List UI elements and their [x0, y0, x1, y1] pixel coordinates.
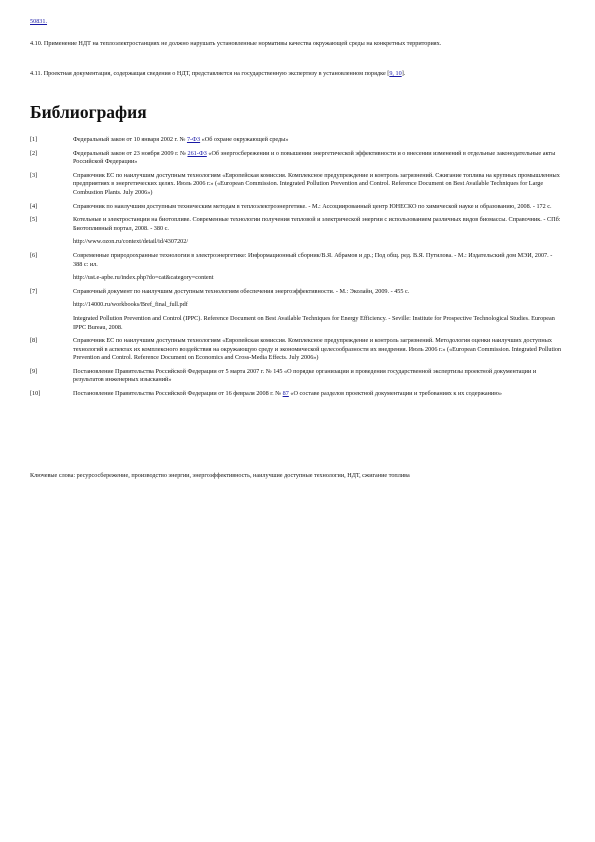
entry-text: Integrated Pollution Prevention and Control (IPPC). Reference Document on Best Available Techniques for Energy Efficiency. - Seville: Institute for Prospective Technological Studies. European IPPC Bureau, 2008.: [73, 314, 555, 331]
entry-text: Постановление Правительства Российской Федерации от 5 марта 2007 г. № 145 «О порядке организации и проведения государственной экспертизы проектной документации и результатов инженерных изысканий»: [73, 367, 537, 384]
bibliography-entry: [30, 203, 567, 212]
bibliography-heading: Библиография: [30, 102, 147, 122]
entry-number: [6]: [30, 251, 38, 259]
entry-number: [2]: [30, 149, 38, 157]
bibliography-entry: [30, 216, 567, 247]
entry-number: [4]: [30, 202, 38, 210]
law-link[interactable]: 261-ФЗ: [187, 149, 207, 157]
bibliography-entry: [30, 315, 567, 332]
entry-text: Современные природоохранные технологии в электроэнергетике: Информационный сборник/В.Я. Абрамов и др.; Под общ. ред. В.Я. Путилова. - М.: Издательский дом МЭИ, 2007. - 388 с: ил.: [73, 251, 553, 268]
bibliography-entry: [30, 172, 567, 198]
entry-text: [73, 390, 563, 399]
bibliography-entry: [30, 368, 567, 385]
keywords: Ключевые слова: ресурсосбережение, производство энергии, энергоэффективность, наилучшие доступные технологии, НДТ, сжигание топлива: [30, 472, 410, 480]
entry-url: http://ust.e-apbe.ru/index.php?do=cat&category=content: [73, 274, 214, 282]
entry-text: Справочник ЕС по наилучшим доступным технологиям «Европейская комиссия. Комплексное предупреждение и контроль загрязнений. Сжигание топлива на крупных промышленных предприятиях в энергетических целях. Июль 2006 г.» («European Commission. Integrated Pollution Prevention and Control. Reference Document on Best Available Techniques for Large Combustion Plants. July 2006»): [73, 171, 560, 196]
entry-text: Справочный документ по наилучшим доступным технологиям обеспечения энергоэффективности. - М.: Эколайн, 2009. - 455 с.: [73, 287, 410, 295]
entry-number: [5]: [30, 216, 38, 224]
entry-url: http://14000.ru/workbooks/Bref_final_full.pdf: [73, 301, 188, 309]
bibliography-entry: [30, 150, 567, 167]
bibliography-entry: [30, 390, 567, 399]
clause-4-11-text: 4.11. Проектная документация, содержащая сведения о НДТ, представляется на государственную экспертизу в установленном порядке [: [30, 70, 390, 77]
entry-number: [7]: [30, 287, 38, 295]
entry-url: http://www.ozon.ru/context/detail/id/4307202/: [73, 238, 189, 246]
bibliography-entry: [30, 337, 567, 363]
clause-4-11: [30, 70, 567, 79]
entry-number: [10]: [30, 390, 41, 398]
entry-number: [9]: [30, 367, 38, 375]
entry-text-part: Федеральный закон от 23 ноября 2009 г. №: [73, 149, 188, 157]
entry-text: Справочник по наилучшим доступным техническим методам в теплоэлектроэнергетике. - М.: Ассоциированный центр ЮНЕСКО по химической науке и образованию, 2008. - 172 с.: [73, 202, 552, 210]
clause-4-10: 4.10. Применение НДТ на теплоэлектростанциях не должно нарушать установленные нормативы качества окружающей среды на конкретных территориях.: [30, 40, 442, 47]
entry-text-part: «Об охране окружающей среды»: [200, 136, 289, 143]
entry-text-part: «О составе разделов проектной документации и требованиях к их содержанию»: [288, 390, 502, 398]
entry-text: [73, 136, 563, 145]
entry-number: [3]: [30, 171, 38, 179]
decree-link[interactable]: 87: [282, 390, 289, 398]
clause-4-11-ref-link[interactable]: 9, 10: [389, 70, 402, 77]
entry-text: [73, 150, 563, 167]
entry-text: Котельные и электростанции на биотопливе. Современные технологии получения тепловой и электрической энергии с использованием различных видов биомассы. Справочник. - СПб: Биотопливный портал, 2008. - 380 с.: [73, 216, 561, 232]
entry-text-part: Постановление Правительства Российской Федерации от 16 февраля 2008 г. №: [73, 390, 283, 398]
bibliography-entry: [30, 252, 567, 283]
entry-number: [8]: [30, 337, 38, 345]
entry-text-part: Федеральный закон от 10 января 2002 г. №: [73, 136, 187, 143]
entry-text-part: «Об энергосбережении и о повышении энергетической эффективности и о внесении изменений в отдельные законодательные акты Российской Федерации»: [73, 149, 556, 166]
bibliography-entry: [30, 136, 567, 145]
law-link[interactable]: 7-ФЗ: [186, 136, 201, 143]
entry-text: Справочник ЕС по наилучшим доступным технологиям «Европейская комиссия. Комплексное предупреждение и контроль загрязнений. Методология оценки наилучших доступных технологий в аспектах их комплексного воздействия на окружающую среду и экономической целесообразности их внедрения. Июль 2006 г.» («European Commission. Integrated Pollution Prevention and Control. Reference Document on Economics and Cross-Media Effects. July 2006»): [73, 337, 562, 362]
entry-number: [1]: [30, 136, 38, 143]
bibliography-list: [30, 136, 567, 404]
standard-reference-link[interactable]: 50831.: [30, 18, 48, 25]
clause-4-11-end: ].: [401, 70, 406, 77]
bibliography-entry: [30, 288, 567, 310]
